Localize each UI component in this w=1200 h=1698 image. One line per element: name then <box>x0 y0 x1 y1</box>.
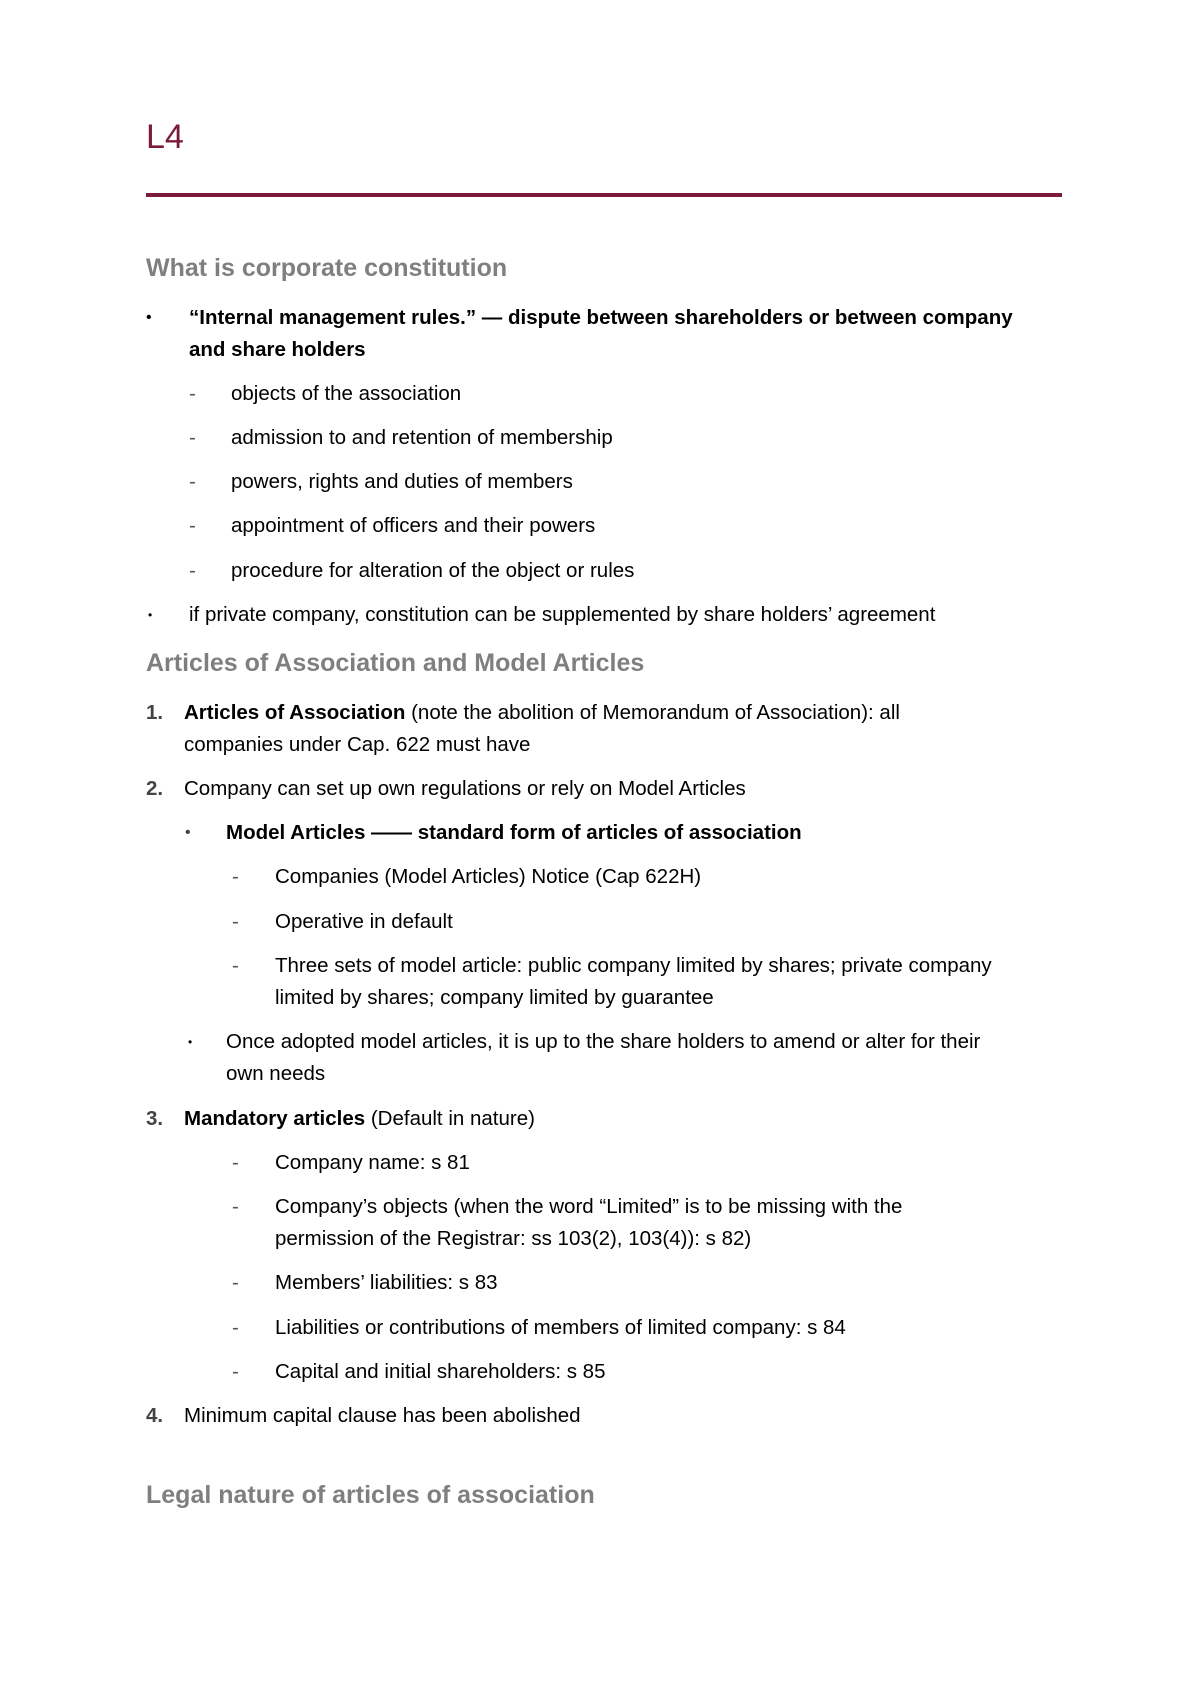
section-heading-articles: Articles of Association and Model Articles <box>146 649 645 677</box>
dash-icon: - <box>232 1316 239 1339</box>
list-item: Capital and initial shareholders: s 85 <box>275 1360 606 1383</box>
dash-icon: - <box>189 470 196 493</box>
list-item: Company name: s 81 <box>275 1151 470 1174</box>
list-item: appointment of officers and their powers <box>231 514 596 537</box>
list-item: Liabilities or contributions of members of limited company: s 84 <box>275 1316 846 1339</box>
list-number: 2. <box>146 777 164 800</box>
list-item-continued: permission of the Registrar: ss 103(2), 103(4)): s 82) <box>275 1227 752 1250</box>
numbered-item-continued: companies under Cap. 622 must have <box>184 733 531 756</box>
dash-icon: - <box>232 1360 239 1383</box>
dash-icon: - <box>189 514 196 537</box>
list-item: admission to and retention of membership <box>231 426 613 449</box>
list-item: procedure for alteration of the object or rules <box>231 559 635 582</box>
bullet-icon: • <box>146 309 152 326</box>
list-item: Companies (Model Articles) Notice (Cap 622H) <box>275 865 702 888</box>
list-item-continued: limited by shares; company limited by guarantee <box>275 986 714 1009</box>
numbered-item <box>184 1107 535 1131</box>
dash-icon: - <box>232 910 239 933</box>
dash-icon: - <box>189 559 196 582</box>
list-item: Three sets of model article: public company limited by shares; private company <box>275 954 992 977</box>
bullet-icon: • <box>148 608 153 622</box>
bullet-icon: • <box>185 824 191 841</box>
term-bold: Articles of Association <box>184 701 406 724</box>
bullet-text: Model Articles —— standard form of articles of association <box>226 821 802 844</box>
dash-icon: - <box>189 426 196 449</box>
numbered-item: Minimum capital clause has been abolished <box>184 1404 581 1427</box>
list-number: 3. <box>146 1107 164 1130</box>
dash-icon: - <box>232 1195 239 1218</box>
list-number: 1. <box>146 701 164 724</box>
bullet-text: “Internal management rules.” — dispute between shareholders or between company <box>189 306 1013 329</box>
numbered-item <box>184 701 900 725</box>
list-item: Members’ liabilities: s 83 <box>275 1271 498 1294</box>
dash-icon: - <box>232 865 239 888</box>
term-rest: (note the abolition of Memorandum of Association): all <box>405 701 900 724</box>
section-heading-legal-nature: Legal nature of articles of association <box>146 1481 595 1509</box>
dash-icon: - <box>189 382 196 405</box>
list-number: 4. <box>146 1404 164 1427</box>
list-item: Operative in default <box>275 910 453 933</box>
bullet-text: Once adopted model articles, it is up to the share holders to amend or alter for their <box>226 1030 981 1053</box>
dash-icon: - <box>232 954 239 977</box>
title-divider <box>146 193 1062 197</box>
bullet-text-continued: and share holders <box>189 338 366 361</box>
bullet-icon: • <box>188 1035 193 1049</box>
list-item: objects of the association <box>231 382 462 405</box>
bullet-text: if private company, constitution can be supplemented by share holders’ agreement <box>189 603 936 626</box>
list-item: powers, rights and duties of members <box>231 470 573 493</box>
page-title: L4 <box>146 118 184 156</box>
term-rest: (Default in nature) <box>365 1107 535 1130</box>
term-bold: Mandatory articles <box>184 1107 366 1130</box>
dash-icon: - <box>232 1151 239 1174</box>
numbered-item: Company can set up own regulations or rely on Model Articles <box>184 777 746 800</box>
section-heading-corporate-constitution: What is corporate constitution <box>146 254 508 282</box>
dash-icon: - <box>232 1271 239 1294</box>
list-item: Company’s objects (when the word “Limited” is to be missing with the <box>275 1195 903 1218</box>
bullet-text-continued: own needs <box>226 1062 326 1085</box>
